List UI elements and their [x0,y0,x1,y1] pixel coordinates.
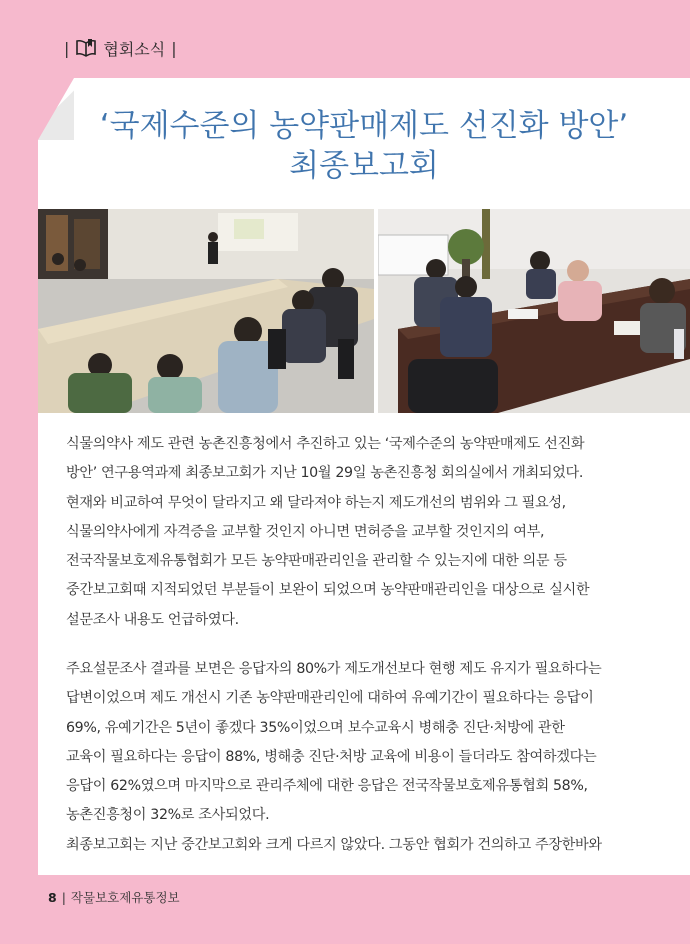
meeting-photo-1 [38,209,374,413]
text-line: 전국작물보호제유통협회가 모든 농약판매관리인을 관리할 수 있는지에 대한 의문 등 [66,553,567,570]
paragraph-2 [66,655,632,860]
divider: | [64,38,70,58]
text-line: 69%, 유예기간은 5년이 좋겠다 35%이었으며 보수교육시 병해충 진단·처방에 관한 [66,719,565,736]
text-line: 농촌진흥청이 32%로 조사되었다. [66,807,270,824]
text-line: 응답이 62%였으며 마지막으로 관리주체에 대한 응답은 전국작물보호제유통협회 58%, [66,778,588,795]
title-line-2: 최종보고회 [289,148,439,184]
text-line: 식물의약사 제도 관련 농촌진흥청에서 추진하고 있는 ‘국제수준의 농약판매제도 선진화 [66,436,585,452]
divider: | [171,38,177,58]
section-tag [64,36,177,60]
text-line: 설문조사 내용도 언급하였다. [66,611,239,628]
page-footer [48,888,180,906]
book-icon [75,38,97,58]
article-title [38,106,690,186]
title-line-1: ‘국제수준의 농약판매제도 선진화 방안’ [99,108,629,144]
publication-name: 작물보호제유통정보 [70,890,180,905]
photo-strip [38,209,690,413]
paragraph-1 [66,430,632,635]
article-page [38,78,690,875]
page-number: 8 [48,889,57,905]
text-line: 교육이 필요하다는 응답이 88%, 병해충 진단·처방 교육에 비용이 들더라도 참여하겠다는 [66,748,597,765]
text-line: 주요설문조사 결과를 보면은 응답자의 80%가 제도개선보다 현행 제도 유지가 필요하다는 [66,661,602,677]
text-line: 식물의약사에게 자격증을 교부할 것인지 아니면 면허증을 교부할 것인지의 여부, [66,523,545,540]
text-line: 답변이었으며 제도 개선시 기존 농약판매관리인에 대하여 유예기간이 필요하다는 응답이 [66,690,594,707]
meeting-photo-2 [378,209,690,413]
section-label: 협회소식 [103,39,166,59]
text-line: 현재와 비교하여 무엇이 달라지고 왜 달라져야 하는지 제도개선의 범위와 그 필요성, [66,494,566,511]
divider: | [61,889,66,905]
text-line: 최종보고회는 지난 중간보고회와 크게 다르지 않았다. 그동안 협회가 건의하고 주장한바와 [66,836,602,853]
text-line: 중간보고회때 지적되었던 부분들이 보완이 되었으며 농약판매관리인을 대상으로 실시한 [66,582,590,599]
text-line: 방안’ 연구용역과제 최종보고회가 지난 10월 29일 농촌진흥청 회의실에서 개최되었다. [66,465,584,482]
